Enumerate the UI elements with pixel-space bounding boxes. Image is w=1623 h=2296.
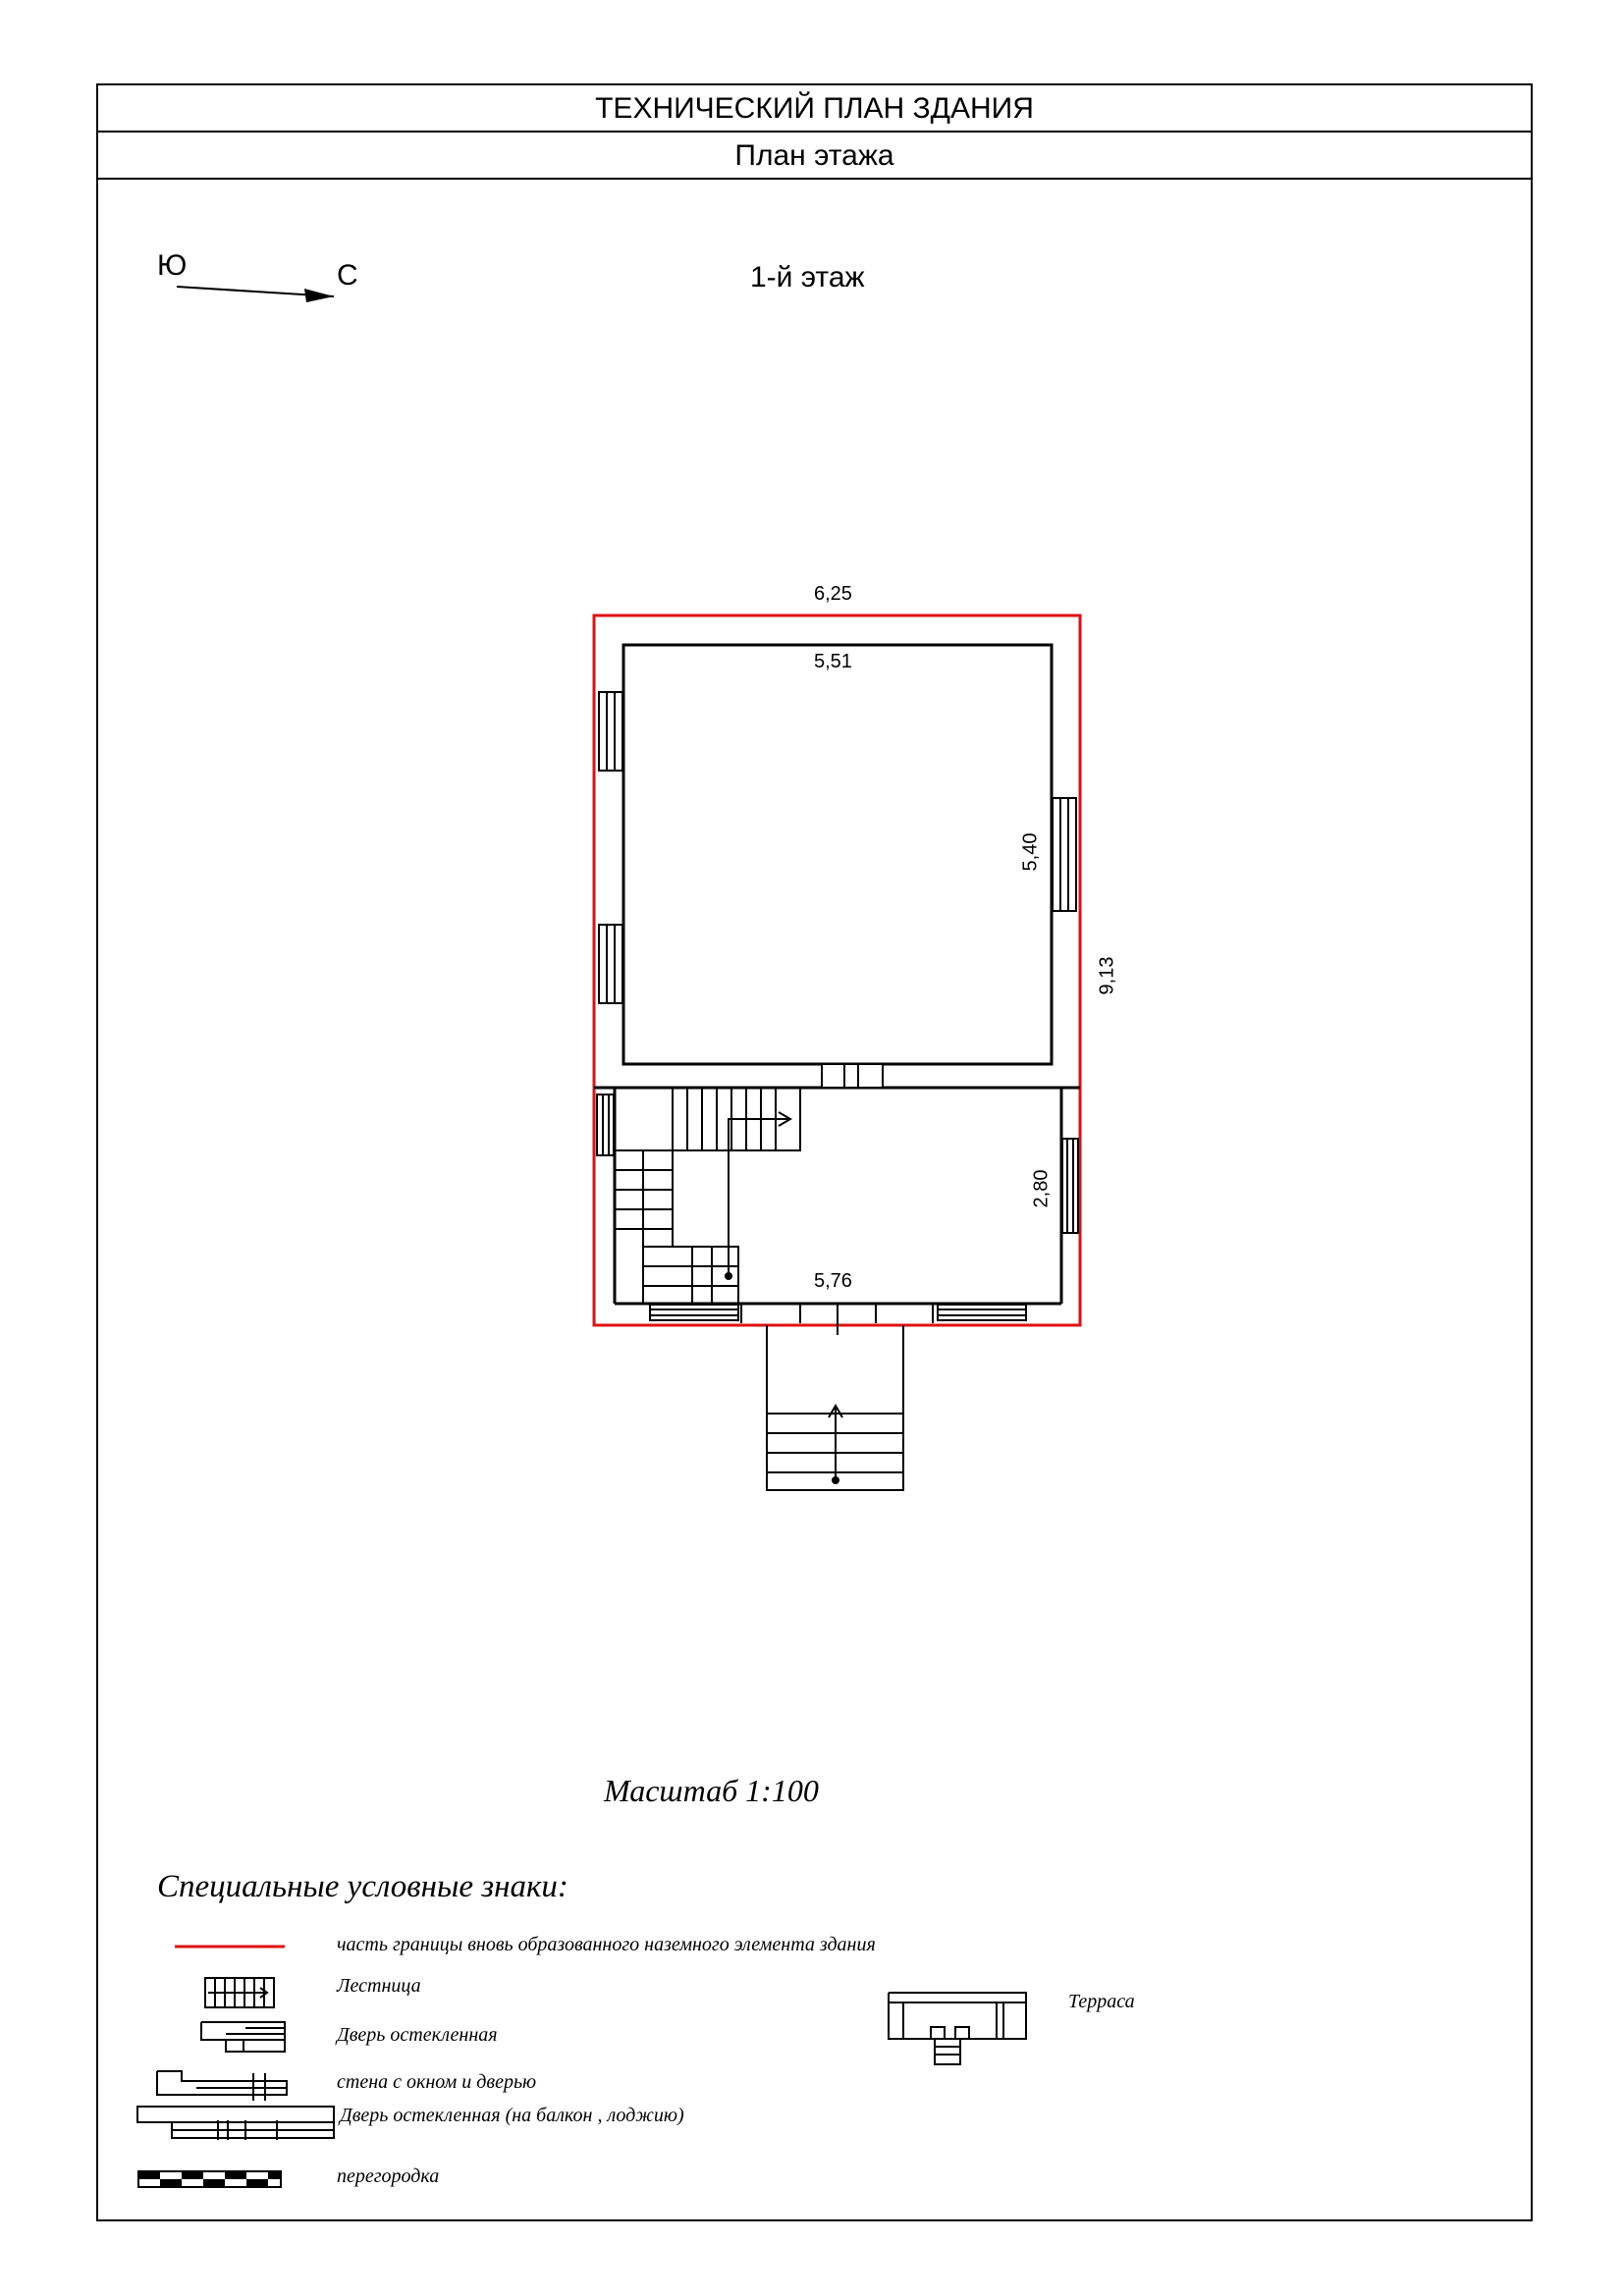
dimension-outer-height: 9,13 [1096, 956, 1118, 995]
building-boundary [594, 615, 1080, 1325]
window-right-1 [1053, 798, 1076, 911]
scale-label: Масштаб 1:100 [604, 1773, 819, 1808]
compass-arrow [177, 287, 334, 302]
window-right-2 [1062, 1139, 1078, 1233]
legend-stair-symbol [205, 1978, 274, 2007]
legend-item-balcony-door: Дверь остекленная (на балкон , лоджию) [340, 2105, 684, 2126]
upper-room [623, 645, 1052, 1064]
legend-item-glazed-door: Дверь остекленная [337, 2024, 498, 2046]
window-bottom-1 [650, 1305, 738, 1320]
window-bottom-2 [938, 1305, 1026, 1320]
legend-balcony-door-symbol [137, 2107, 334, 2140]
document-subtitle: План этажа [98, 133, 1531, 180]
dimension-inner-height-top: 5,40 [1019, 832, 1042, 872]
document-title: ТЕХНИЧЕСКИЙ ПЛАН ЗДАНИЯ [98, 85, 1531, 133]
window-left-3 [597, 1095, 614, 1155]
window-left-2 [599, 925, 622, 1003]
legend-partition-symbol [138, 2171, 281, 2187]
window-left-1 [599, 692, 622, 771]
legend-item-stair: Лестница [337, 1975, 421, 1997]
legend-item-boundary: часть границы вновь образованного наземного элемента здания [337, 1934, 876, 1955]
dimension-inner-width-bottom: 5,76 [814, 1270, 852, 1292]
stair-start-dot [725, 1272, 732, 1280]
compass-north-label: С [337, 259, 358, 292]
dimension-inner-height-bottom: 2,80 [1030, 1169, 1053, 1208]
legend-item-partition: перегородка [337, 2165, 440, 2187]
interior-staircase [615, 1088, 800, 1304]
porch-step-dot [832, 1476, 839, 1484]
legend-title: Специальные условные знаки: [157, 1869, 568, 1904]
compass-south-label: Ю [157, 249, 188, 282]
interior-door [822, 1064, 883, 1088]
legend-glazed-door-symbol [201, 2022, 285, 2052]
legend-terrace-symbol [889, 1993, 1026, 2064]
legend-wall-window-door-symbol [157, 2071, 287, 2101]
dimension-inner-width-top: 5,51 [814, 651, 852, 672]
dimension-outer-width: 6,25 [814, 583, 852, 605]
legend-item-terrace: Терраса [1068, 1991, 1135, 2012]
floor-label: 1-й этаж [750, 261, 865, 294]
porch-steps [767, 1325, 903, 1490]
legend-item-wall-window-door: стена с окном и дверью [337, 2071, 537, 2093]
